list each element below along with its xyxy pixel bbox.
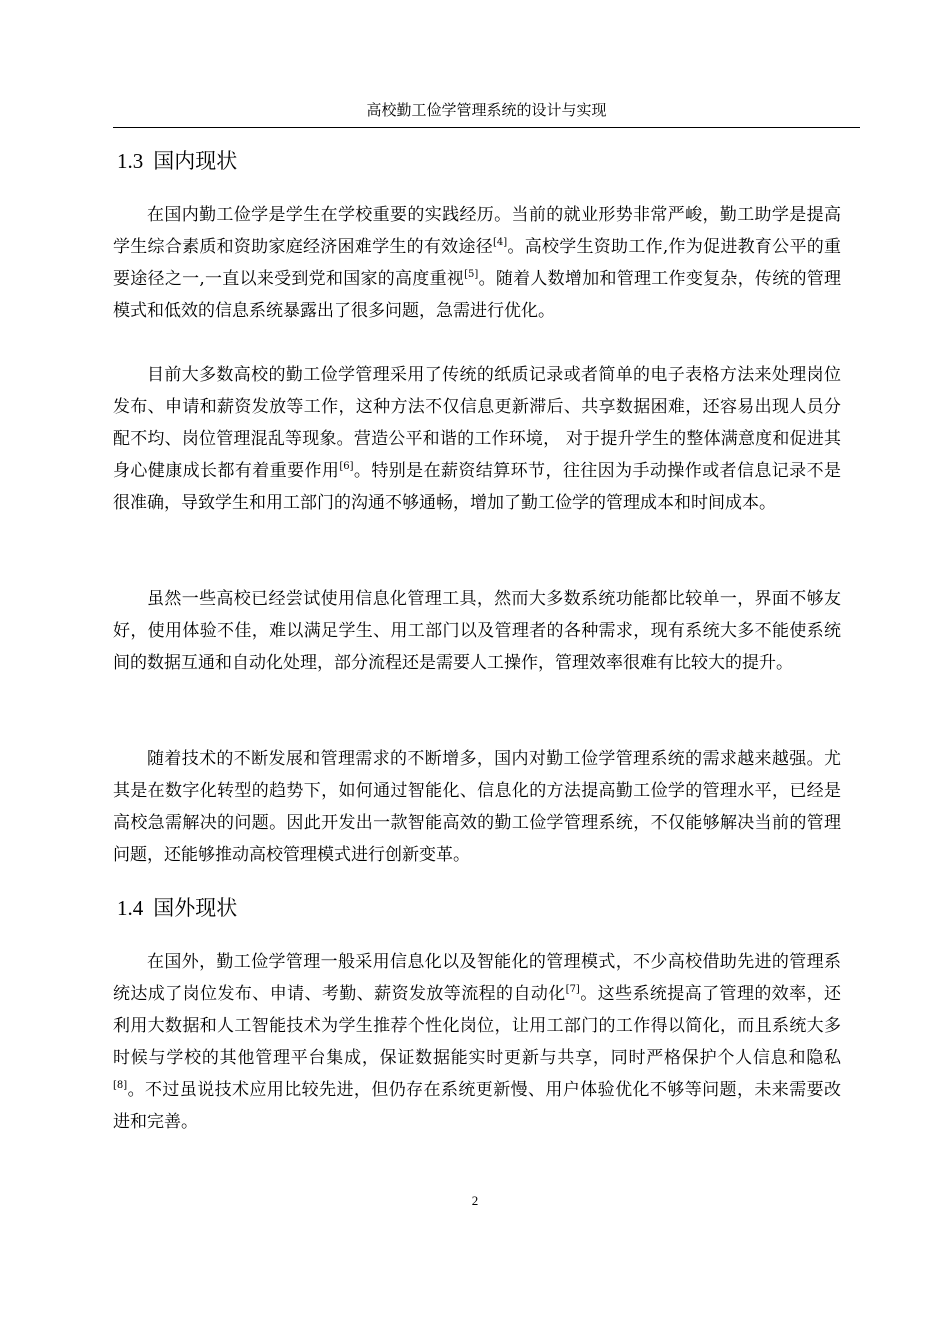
section-title: 国外现状 [153, 896, 238, 920]
section-number: 1.3 [117, 149, 144, 173]
paragraph [113, 359, 841, 519]
paragraph-text: 在国内勤工俭学是学生在学校重要的实践经历。当前的就业形势非常严峻，勤工助学是提高学生综合素质和资助家庭经济困难学生的有效途径 [113, 205, 841, 257]
paragraph-text: 虽然一些高校已经尝试使用信息化管理工具，然而大多数系统功能都比较单一，界面不够友好，使用体验不佳，难以满足学生、用工部门以及管理者的各种需求，现有系统大多不能使系统间的数据互通和自动化处理，部分流程还是需要人工操作，管理效率很难有比较大的提升。 [113, 589, 841, 673]
paragraph-text: 。高校学生资助工作,作为促进教育公平的重要途径之一,一直以来受到党和国家的高度重视 [113, 237, 841, 289]
paragraph-text: 在国外，勤工俭学管理一般采用信息化以及智能化的管理模式，不少高校借助先进的管理系统达成了岗位发布、申请、考勤、薪资发放等流程的自动化 [113, 952, 841, 1004]
citation-ref: [7] [565, 984, 580, 995]
header-rule [113, 127, 860, 128]
page-number: 2 [471, 1193, 479, 1208]
section-title: 国内现状 [153, 149, 238, 173]
paragraph [113, 946, 841, 1138]
paragraph-text: 。不过虽说技术应用比较先进，但仍存在系统更新慢、用户体验优化不够等问题，未来需要改进和完善。 [113, 1080, 841, 1132]
section-heading-1-4 [117, 894, 237, 922]
paragraph-text: 。特别是在薪资结算环节，往往因为手动操作或者信息记录不是很准确，导致学生和用工部门的沟通不够通畅，增加了勤工俭学的管理成本和时间成本。 [113, 461, 842, 513]
paragraph [113, 583, 841, 679]
citation-ref: [8] [113, 1080, 128, 1091]
section-number: 1.4 [117, 896, 144, 920]
section-heading-1-3 [117, 147, 237, 175]
paragraph-text: 。这些系统提高了管理的效率，还利用大数据和人工智能技术为学生推荐个性化岗位，让用工部门的工作得以简化，而且系统大多时候与学校的其他管理平台集成，保证数据能实时更新与共享，同时严格保护个人信息和隐私 [113, 984, 841, 1068]
paragraph-text: 随着技术的不断发展和管理需求的不断增多，国内对勤工俭学管理系统的需求越来越强。尤其是在数字化转型的趋势下，如何通过智能化、信息化的方法提高勤工俭学的管理水平，已经是高校急需解决的问题。因此开发出一款智能高效的勤工俭学管理系统，不仅能够解决当前的管理问题，还能够推动高校管理模式进行创新变革。 [113, 749, 841, 865]
running-header: 高校勤工俭学管理系统的设计与实现 [366, 101, 607, 119]
citation-ref: [5] [464, 269, 479, 280]
paragraph-text: 。随着人数增加和管理工作变复杂，传统的管理模式和低效的信息系统暴露出了很多问题，急需进行优化。 [113, 269, 842, 321]
paragraph [113, 199, 841, 327]
paragraph [113, 743, 841, 871]
paragraph-text: 目前大多数高校的勤工俭学管理采用了传统的纸质记录或者简单的电子表格方法来处理岗位发布、申请和薪资发放等工作，这种方法不仅信息更新滞后、共享数据困难，还容易出现人员分配不均、岗位管理混乱等现象。营造公平和谐的工作环境， 对于提升学生的整体满意度和促进其身心健康成长都有着重要作用 [113, 365, 841, 481]
citation-ref: [6] [339, 461, 354, 472]
citation-ref: [4] [492, 237, 508, 248]
